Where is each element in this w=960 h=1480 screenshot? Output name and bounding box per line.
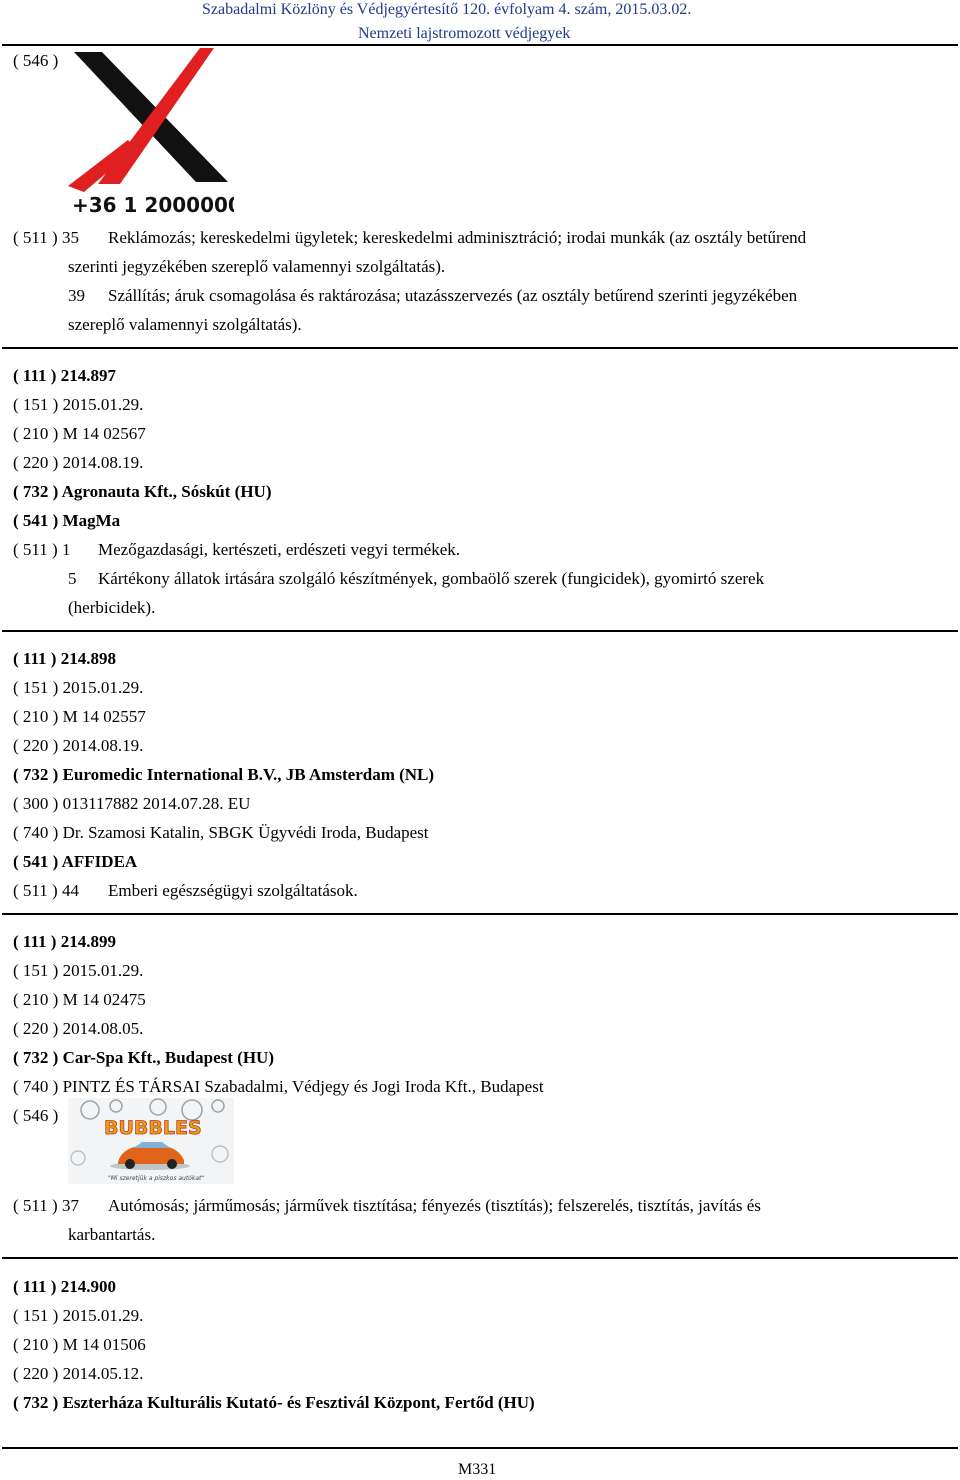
class-44-text: Emberi egészségügyi szolgáltatások. xyxy=(108,881,358,900)
code-511-label: ( 511 ) 35 xyxy=(13,228,79,247)
app-number: ( 210 ) M 14 02567 xyxy=(13,424,146,443)
class-5-text-line2: (herbicidek). xyxy=(68,598,156,617)
entry-divider xyxy=(2,1257,958,1259)
class-5-text-line1: Kártékony állatok irtására szolgáló készítmények, gombaölő szerek (fungicidek), gyomirtó szerek xyxy=(98,569,765,588)
reg-number: ( 111 ) 214.899 xyxy=(13,932,116,951)
class-39-text-line1: Szállítás; áruk csomagolása és raktározása; utazásszervezés (az osztály betűrend szerinti jegyzékében xyxy=(108,286,798,305)
reg-date: ( 151 ) 2015.01.29. xyxy=(13,395,144,414)
footer-rule xyxy=(2,1447,958,1449)
class-37-text-line1: Autómosás; járműmosás; járművek tisztítása; fényezés (tisztítás); felszerelés, tisztítás, javítás és xyxy=(108,1196,761,1215)
class-5-number: 5 xyxy=(68,569,77,588)
code-511-label: ( 511 ) 44 xyxy=(13,881,79,900)
word-mark: ( 541 ) MagMa xyxy=(13,511,121,530)
holder: ( 732 ) Euromedic International B.V., JB Amsterdam (NL) xyxy=(13,765,435,784)
logo-bubbles-text: BUBBLES xyxy=(104,1117,202,1139)
class-37-text-line2: karbantartás. xyxy=(68,1225,156,1244)
holder: ( 732 ) Eszterháza Kulturális Kutató- és Fesztivál Központ, Fertőd (HU) xyxy=(13,1393,535,1412)
reg-number: ( 111 ) 214.897 xyxy=(13,366,116,385)
reg-date: ( 151 ) 2015.01.29. xyxy=(13,961,144,980)
code-511-label: ( 511 ) 37 xyxy=(13,1196,79,1215)
logo-bubbles-slogan: "Mi szeretjük a piszkos autókat" xyxy=(108,1175,205,1182)
code-546-label: ( 546 ) xyxy=(13,51,59,70)
entry-divider xyxy=(2,913,958,915)
page-number: M331 xyxy=(458,1461,497,1478)
app-number: ( 210 ) M 14 02557 xyxy=(13,707,146,726)
representative: ( 740 ) PINTZ ÉS TÁRSAI Szabadalmi, Védjegy és Jogi Iroda Kft., Budapest xyxy=(13,1077,544,1096)
class-39-text-line2: szereplő valamennyi szolgáltatás). xyxy=(68,315,302,334)
trademark-logo-bubbles xyxy=(68,1098,234,1184)
class-1-text: Mezőgazdasági, kertészeti, erdészeti vegyi termékek. xyxy=(98,540,461,559)
app-number: ( 210 ) M 14 02475 xyxy=(13,990,146,1009)
priority: ( 300 ) 013117882 2014.07.28. EU xyxy=(13,794,251,813)
code-546-label: ( 546 ) xyxy=(13,1106,59,1125)
app-number: ( 210 ) M 14 01506 xyxy=(13,1335,146,1354)
filing-date: ( 220 ) 2014.08.19. xyxy=(13,453,144,472)
filing-date: ( 220 ) 2014.08.05. xyxy=(13,1019,144,1038)
logo-x-text: +36 1 2000000 xyxy=(72,193,234,216)
representative: ( 740 ) Dr. Szamosi Katalin, SBGK Ügyvédi Iroda, Budapest xyxy=(13,823,429,842)
trademark-logo-x xyxy=(68,44,234,216)
reg-date: ( 151 ) 2015.01.29. xyxy=(13,1306,144,1325)
reg-number: ( 111 ) 214.900 xyxy=(13,1277,116,1296)
filing-date: ( 220 ) 2014.08.19. xyxy=(13,736,144,755)
class-35-text-line1: Reklámozás; kereskedelmi ügyletek; kereskedelmi adminisztráció; irodai munkák (az osztály betűrend xyxy=(108,228,807,247)
word-mark: ( 541 ) AFFIDEA xyxy=(13,852,138,871)
holder: ( 732 ) Agronauta Kft., Sóskút (HU) xyxy=(13,482,272,501)
class-35-text-line2: szerinti jegyzékében szereplő valamennyi szolgáltatás). xyxy=(68,257,446,276)
filing-date: ( 220 ) 2014.05.12. xyxy=(13,1364,144,1383)
journal-title: Szabadalmi Közlöny és Védjegyértesítő 120. évfolyam 4. szám, 2015.03.02. xyxy=(202,1,692,18)
class-39-number: 39 xyxy=(68,286,85,305)
reg-date: ( 151 ) 2015.01.29. xyxy=(13,678,144,697)
code-511-label: ( 511 ) 1 xyxy=(13,540,71,559)
reg-number: ( 111 ) 214.898 xyxy=(13,649,116,668)
holder: ( 732 ) Car-Spa Kft., Budapest (HU) xyxy=(13,1048,274,1067)
entry-divider xyxy=(2,347,958,349)
entry-divider xyxy=(2,630,958,632)
section-title: Nemzeti lajstromozott védjegyek xyxy=(358,25,571,42)
